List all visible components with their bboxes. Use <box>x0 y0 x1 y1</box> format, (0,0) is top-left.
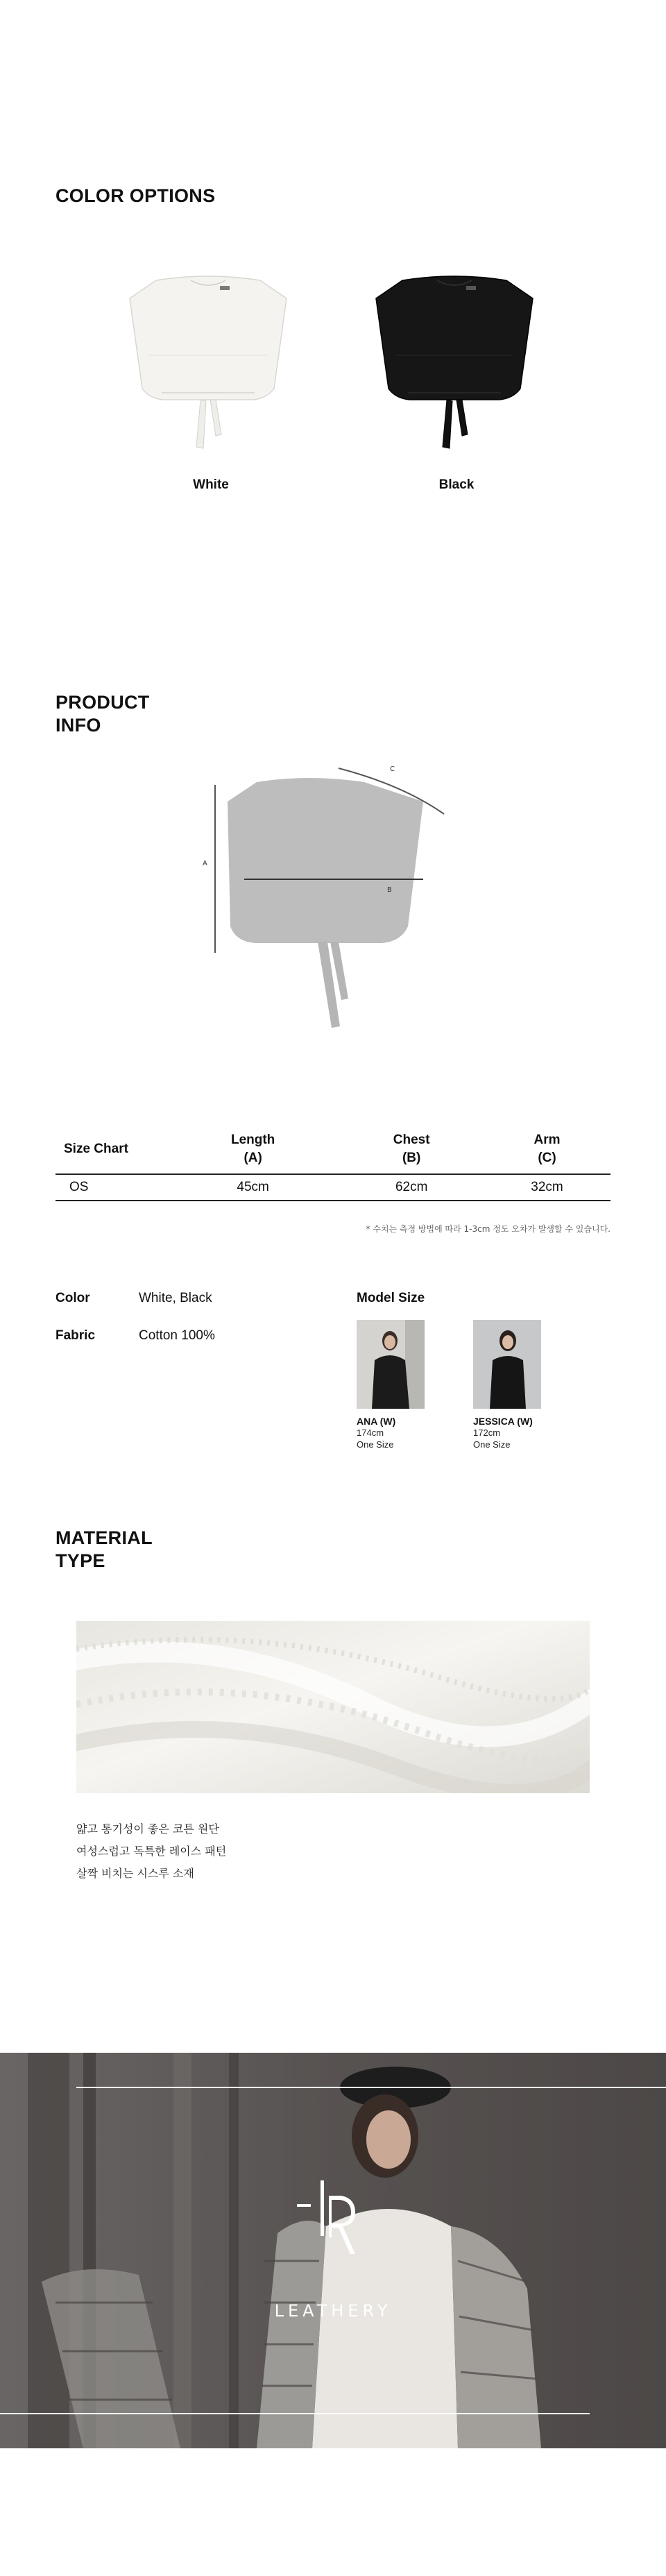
fabric-value: Cotton 100% <box>139 1328 215 1343</box>
table-row <box>56 1174 610 1201</box>
arm-cell: 32cm <box>531 1180 563 1194</box>
model-height-jessica: 172cm <box>473 1427 501 1438</box>
model-size-ana: One Size <box>357 1439 394 1450</box>
black-top-image[interactable] <box>375 272 534 452</box>
size-note: * 수치는 측정 방법에 따라 1-3cm 정도 오차가 발생할 수 있습니다. <box>366 1224 610 1234</box>
size-cell: OS <box>69 1180 89 1194</box>
white-top-image[interactable] <box>128 272 288 452</box>
color-value: White, Black <box>139 1291 212 1305</box>
chest-header: Chest (B) <box>393 1132 430 1165</box>
model-info-ana <box>357 1416 395 1450</box>
length-cell: 45cm <box>237 1180 269 1194</box>
model-size-label: Model Size <box>357 1291 425 1305</box>
material-type-title <box>56 1527 153 1573</box>
swatch-label-white: White <box>193 477 229 492</box>
label-a: A <box>203 860 207 867</box>
fabric-label: Fabric <box>56 1328 96 1343</box>
model-photo-ana[interactable] <box>357 1320 425 1409</box>
fabric-closeup-image[interactable] <box>76 1621 590 1793</box>
model-size-jessica: One Size <box>473 1439 511 1450</box>
measurement-diagram <box>194 760 458 1037</box>
swatch-label-black: Black <box>438 477 475 492</box>
label-b: B <box>387 886 392 894</box>
size-chart-table <box>56 1124 610 1201</box>
product-info-title-line2: INFO <box>56 715 101 736</box>
model-height-ana: 174cm <box>357 1427 384 1438</box>
product-info-title-line1: PRODUCT <box>56 692 150 713</box>
material-desc-line3: 살짝 비치는 시스루 소재 <box>76 1867 194 1880</box>
material-title-line1: MATERIAL <box>56 1527 153 1548</box>
material-title-line2: TYPE <box>56 1550 105 1571</box>
model-info-jessica <box>473 1416 533 1450</box>
size-chart-header-row <box>56 1124 610 1174</box>
arm-header: Arm (C) <box>533 1132 561 1165</box>
chest-cell: 62cm <box>395 1180 428 1194</box>
size-chart-header: Size Chart <box>64 1141 128 1156</box>
product-info-title <box>56 691 150 737</box>
model-name-ana: ANA (W) <box>357 1416 396 1427</box>
brand-banner <box>0 2053 666 2448</box>
model-photo-jessica[interactable] <box>473 1320 541 1409</box>
model-name-jessica: JESSICA (W) <box>473 1416 533 1427</box>
color-options-title: COLOR OPTIONS <box>56 185 216 206</box>
material-description <box>76 1818 226 1885</box>
color-label: Color <box>56 1291 90 1305</box>
material-desc-line1: 얇고 통기성이 좋은 코튼 원단 <box>76 1822 219 1836</box>
material-desc-line2: 여성스럽고 독특한 레이스 패턴 <box>76 1845 227 1858</box>
label-c: C <box>390 765 395 773</box>
length-header: Length (A) <box>230 1132 275 1165</box>
brand-name: LEATHERY <box>274 2301 392 2321</box>
